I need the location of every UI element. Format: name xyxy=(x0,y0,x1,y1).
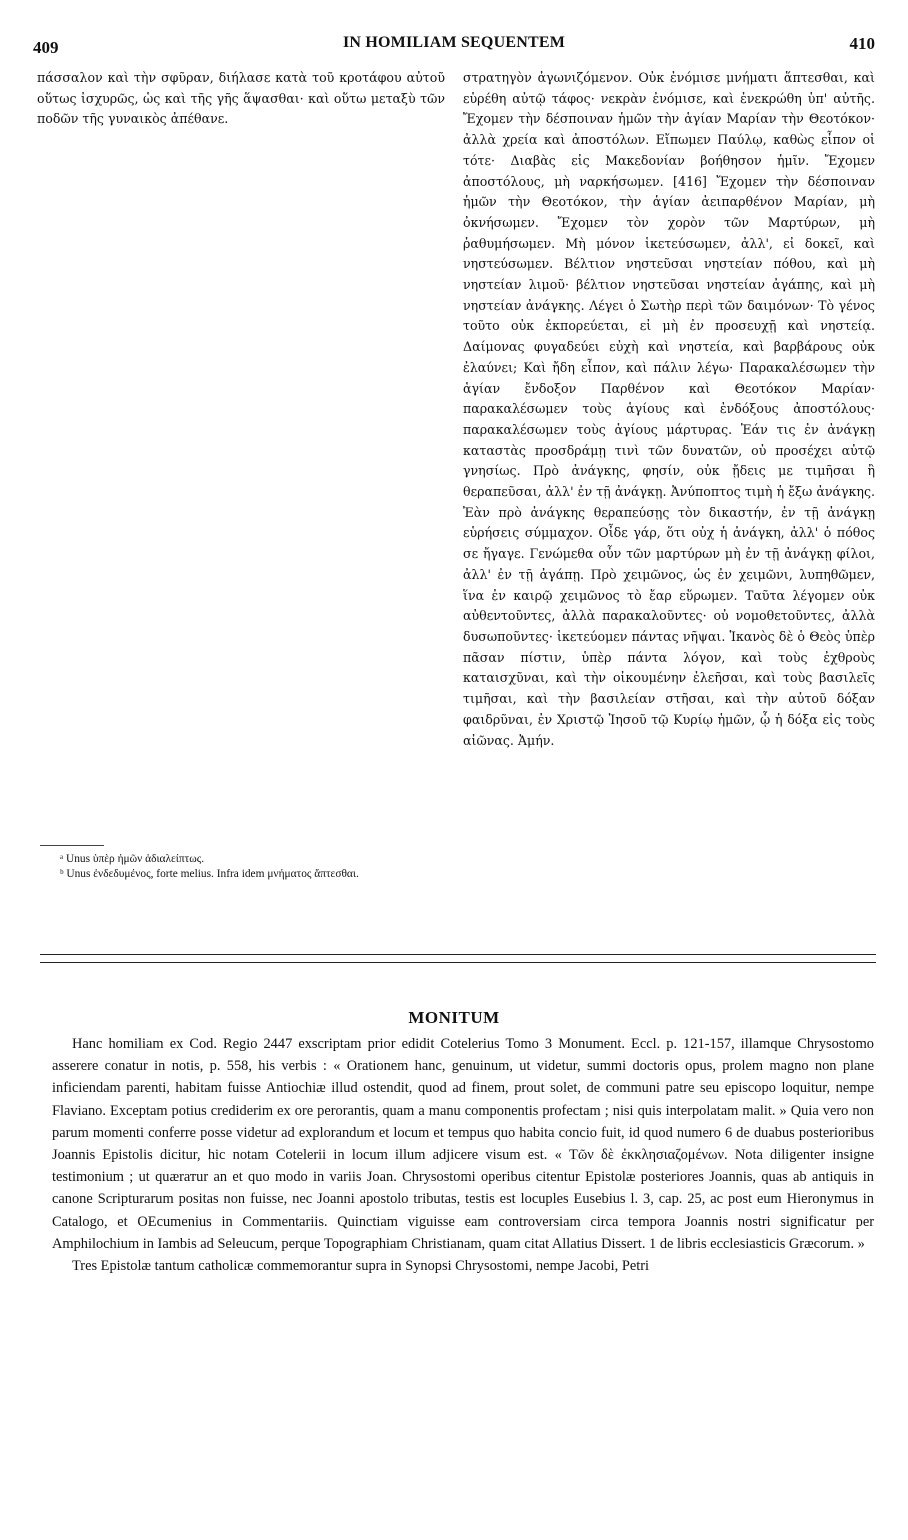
footnote-rule xyxy=(40,845,104,846)
running-header xyxy=(33,32,875,60)
right-column-paragraph-1: στρατηγὸν ἀγωνιζόμενον. Οὐκ ἐνόμισε μνήματι ἅπτεσθαι, καὶ εὑρέθη αὐτῷ τάφος· νεκρὰν ἐνόμισε, καὶ ἐνεκρώθη ὑπ' αὐτῆς. Ἔχομεν τὴν δέσποιναν ἡμῶν τὴν ἁγίαν Μαρίαν τὴν Θεοτόκον· ἀλλὰ χρεία καὶ ἀποστόλων. Εἴπωμεν Παύλῳ, καθὼς εἶπον οἱ τότε· Διαβὰς εἰς Μακεδονίαν βοήθησον ἡμῖν. Ἔχομεν ἀποστόλους, μὴ ναρκήσωμεν. [416] Ἔχομεν τὴν δέσποιναν ἡμῶν τὴν Θεοτόκον, τὴν ἁγίαν ἀειπαρθένον Μαρίαν, μὴ ὀκνήσωμεν. Ἔχομεν τὸν χορὸν τῶν Μαρτύρων, μὴ ῥαθυμήσωμεν. Μὴ μόνον ἱκετεύσωμεν, ἀλλ', εἰ δοκεῖ, καὶ νηστεύσωμεν. Βέλτιον νηστεῦσαι νηστείαν πόθου, καὶ μὴ νηστείαν λιμοῦ· βέλτιον νηστεῦσαι νηστείαν ἀγάπης, καὶ μὴ νηστείαν ἀνάγκης. Λέγει ὁ Σωτὴρ περὶ τῶν δαιμόνων· Τὸ γένος τοῦτο οὐκ ἐκπορεύεται, εἰ μὴ ἐν προσευχῇ καὶ νηστείᾳ. Δαίμονας φυγαδεύει εὐχὴ καὶ νηστεία, καὶ βαρβάρους οὐκ ἐλαύνει; Καὶ ἤδη εἶπον, καὶ πάλιν λέγω· Παρακαλέσωμεν τὴν ἁγίαν ἔνδοξον Παρθένον καὶ Θεοτόκον Μαρίαν· παρακαλέσωμεν τοὺς ἁγίους καὶ ἐνδόξους ἀποστόλους· παρακαλέσωμεν τοὺς ἁγίους μάρτυρας. Ἐάν τις ἐν ἀνάγκῃ καταστὰς προσδράμῃ τινὶ τῶν δυνατῶν, οὐ προσέχει αὐτῷ γνησίως. Πρὸ ἀνάγκης, φησίν, οὐκ ᾔδεις με τιμῆσαι ἢ θεραπεῦσαι, ἀλλ' ἐν τῇ ἀνάγκῃ. Ἀνύποπτος τιμὴ ἡ ἔξω ἀνάγκης. Ἐὰν πρὸ ἀνάγκης θεραπεύσῃς τὸν δικαστήν, ἐν τῇ ἀνάγκῃ εὑρήσεις σύμμαχον. Οἶδε γάρ, ὅτι οὐχ ἡ ἀνάγκη, ἀλλ' ὁ πόθος σε ἤγαγε. Γενώμεθα οὖν τῶν μαρτύρων μὴ ἐν τῇ ἀνάγκῃ φίλοι, ἀλλ' ἐν τῇ ἀγάπῃ. Πρὸ χειμῶνος, ὡς ἐν χειμῶνι, λυπηθῶμεν, ἵνα ἐν καιρῷ χειμῶνος τὸ ἔαρ εὕρωμεν. Ταῦτα λέγομεν οὐκ αὐθεντοῦντες, ἀλλὰ παρακαλοῦντες· οὐ νομοθετοῦντες, ἀλλὰ δυσωποῦντες· ἱκετεύομεν πάντας νῆψαι. Ἱκανὸς δὲ ὁ Θεὸς ὑπὲρ πᾶσαν πίστιν, ὑπὲρ πάντα λόγον, καὶ τοὺς ἐχθροὺς καταισχῦναι, καὶ τὴν οἰκουμένην ἐλεῆσαι, καὶ τοὺς βασιλεῖς τιμῆσαι, καὶ τὴν βασιλείαν στῆσαι, καὶ τὴν αὐτοῦ δόξαν φαιδρῦναι, ἐν Χριστῷ Ἰησοῦ τῷ Κυρίῳ ἡμῶν, ᾧ ἡ δόξα εἰς τοὺς αἰῶνας. Ἀμήν. xyxy=(463,70,875,748)
section-divider-top xyxy=(40,954,876,955)
page-number-right: 410 xyxy=(849,34,875,53)
footnote-a: ᵃ Unus ὑπὲρ ἡμῶν ἀδιαλείπτως. xyxy=(60,853,205,865)
running-title: IN HOMILIAM SEQUENTEM xyxy=(343,34,565,51)
left-column-paragraph-1: πάσσαλον καὶ τὴν σφῦραν, διήλασε κατὰ τοῦ κροτάφου αὐτοῦ οὕτως ἰσχυρῶς, ὡς καὶ τῆς γῆς ἅψασθαι· καὶ οὕτω μεταξὺ τῶν ποδῶν τῆς γυναικὸς ἀπέθανε. xyxy=(37,70,445,127)
monitum-paragraph-2: Tres Epistolæ tantum catholicæ commemorantur supra in Synopsi Chrysostomi, nempe Jacobi, Petri xyxy=(72,1258,650,1275)
section-divider-bottom xyxy=(40,962,876,963)
page-number-left: 409 xyxy=(33,38,59,57)
monitum-body xyxy=(52,1033,874,1277)
right-column xyxy=(463,68,875,751)
footnote-b: ᵇ Unus ἐνδεδυμένος, forte melius. Infra idem μνήματος ἅπτεσθαι. xyxy=(60,868,359,880)
monitum-heading: MONITUM xyxy=(408,1008,500,1027)
left-column xyxy=(37,68,445,130)
monitum-paragraph-1: Hanc homiliam ex Cod. Regio 2447 exscriptam prior edidit Cotelerius Tomo 3 Monument. Eccl. p. 121-157, illamque Chrysostomo asserere conatur in notis, p. 558, his verbis : « Orationem hanc, genuinum, ut videtur, summi doctoris opus, prolem magno non plane inficiendam parenti, habitam fuisse Antiochiæ illud ostendit, quod ad finem, prout solet, de communi patre seu episcopo loquitur, nempe Flaviano. Exceptam potius crediderim ex ore perorantis, quam a manu componentis profectam ; nisi quis interpolatam malit. » Quia vero non parum momenti conferre posse videtur ad explorandum et locum et tempus quo habita concio fuit, id quod numero 6 de duabus posterioribus Joannis Epistolis dicitur, hic notam Cotelerii in locum illum adjicere visum est. « Τῶν δὲ ἐκκλησιαζομένων. Nota diligenter insigne testimonium ; ut quærатur an et quo modo in variis Joan. Chrysostomi operibus citentur Epistolæ posteriores Joannis, quas ab antiquis in canone Scripturarum positas non fuisse, nec Joanni apostolo tributas, testis est locuples Eusebius l. 3, cap. 25, ac post eum Hieronymus in Catalogo, et OEcumenius in Commentariis. Quinctiam viguisse eam controversiam circa tempora Joannis nostri significatur per Amphilochium in Iambis ad Seleucum, perque Topographiam Christianam, quam citat Allatius Dissert. 1 de libris ecclesiasticis Græcorum. » xyxy=(52,1036,874,1252)
footnotes xyxy=(60,852,450,882)
